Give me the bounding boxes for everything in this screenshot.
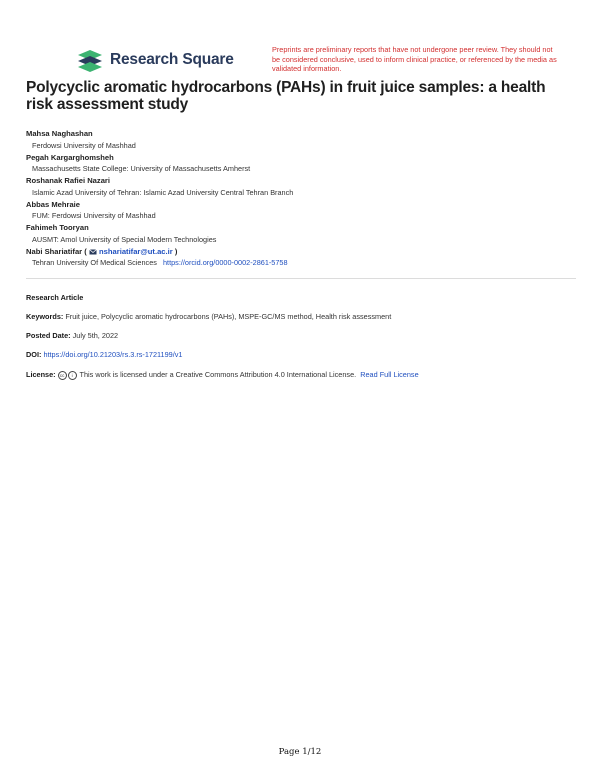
corresponding-author-name: Nabi Shariatifar ( nshariatifar@ut.ac.ir ): [26, 246, 178, 256]
author-name[interactable]: Abbas Mehraie: [26, 199, 81, 209]
mail-icon: [89, 249, 97, 255]
author-list: [26, 128, 576, 269]
research-square-logo[interactable]: [76, 48, 234, 72]
preprint-disclaimer: Preprints are preliminary reports that have not undergone peer review. They should not be considered conclusive, used to inform clinical practice, or referenced by the media as validated information.: [272, 45, 557, 74]
keywords-value: Fruit juice, Polycyclic aromatic hydrocarbons (PAHs), MSPE-GC/MS method, Health risk assessment: [65, 312, 392, 321]
logo-text: Research Square: [110, 51, 234, 68]
posted-date-value: July 5th, 2022: [72, 331, 119, 340]
doi-link[interactable]: https://doi.org/10.21203/rs.3.rs-1721199/v1: [43, 350, 183, 359]
posted-date-label: Posted Date:: [26, 331, 71, 340]
author-name[interactable]: Nabi Shariatifar: [26, 246, 83, 256]
research-square-logo-icon: [76, 48, 104, 72]
email-link[interactable]: nshariatifar@ut.ac.ir: [99, 246, 173, 256]
posted-date-line: [26, 330, 118, 341]
author-affiliation: Islamic Azad University of Tehran: Islamic Azad University Central Tehran Branch: [32, 187, 294, 197]
license-text: This work is licensed under a Creative Commons Attribution 4.0 International License.: [79, 370, 357, 379]
license-line: [26, 369, 419, 380]
author-name[interactable]: Pegah Kargarghomsheh: [26, 152, 114, 162]
creative-commons-icon: cc: [58, 371, 67, 380]
article-title: Polycyclic aromatic hydrocarbons (PAHs) in fruit juice samples: a health risk assessment study: [26, 79, 546, 113]
orcid-link[interactable]: https://orcid.org/0000-0002-2861-5758: [163, 258, 288, 267]
author-affiliation: AUSMT: Amol University of Special Modern Technologies: [32, 234, 217, 244]
license-label: License:: [26, 370, 56, 379]
keywords-label: Keywords:: [26, 312, 64, 321]
attribution-icon: i: [68, 371, 77, 380]
author-name[interactable]: Mahsa Naghashan: [26, 129, 93, 138]
author-affiliation: Ferdowsi University of Mashhad: [32, 140, 136, 150]
author-affiliation: Massachusetts State College: University of Massachusetts Amherst: [32, 164, 251, 173]
article-type: Research Article: [26, 293, 84, 302]
doi-line: [26, 349, 182, 360]
author-entry: [26, 199, 576, 222]
corresponding-author-entry: [26, 246, 576, 269]
read-full-license-link[interactable]: Read Full License: [360, 370, 419, 379]
author-name[interactable]: Roshanak Rafiei Nazari: [26, 176, 110, 185]
keywords-line: [26, 311, 391, 322]
author-entry: [26, 222, 576, 245]
doi-label: DOI:: [26, 350, 42, 359]
author-name[interactable]: Fahimeh Tooryan: [26, 223, 89, 232]
author-affiliation: Tehran University Of Medical Sciences https://orcid.org/0000-0002-2861-5758: [32, 258, 288, 267]
author-entry: [26, 152, 576, 175]
author-entry: [26, 128, 576, 151]
author-entry: [26, 175, 576, 198]
section-divider: [26, 278, 576, 279]
author-affiliation: FUM: Ferdowsi University of Mashhad: [32, 211, 156, 220]
page-number: Page 1/12: [278, 747, 322, 757]
